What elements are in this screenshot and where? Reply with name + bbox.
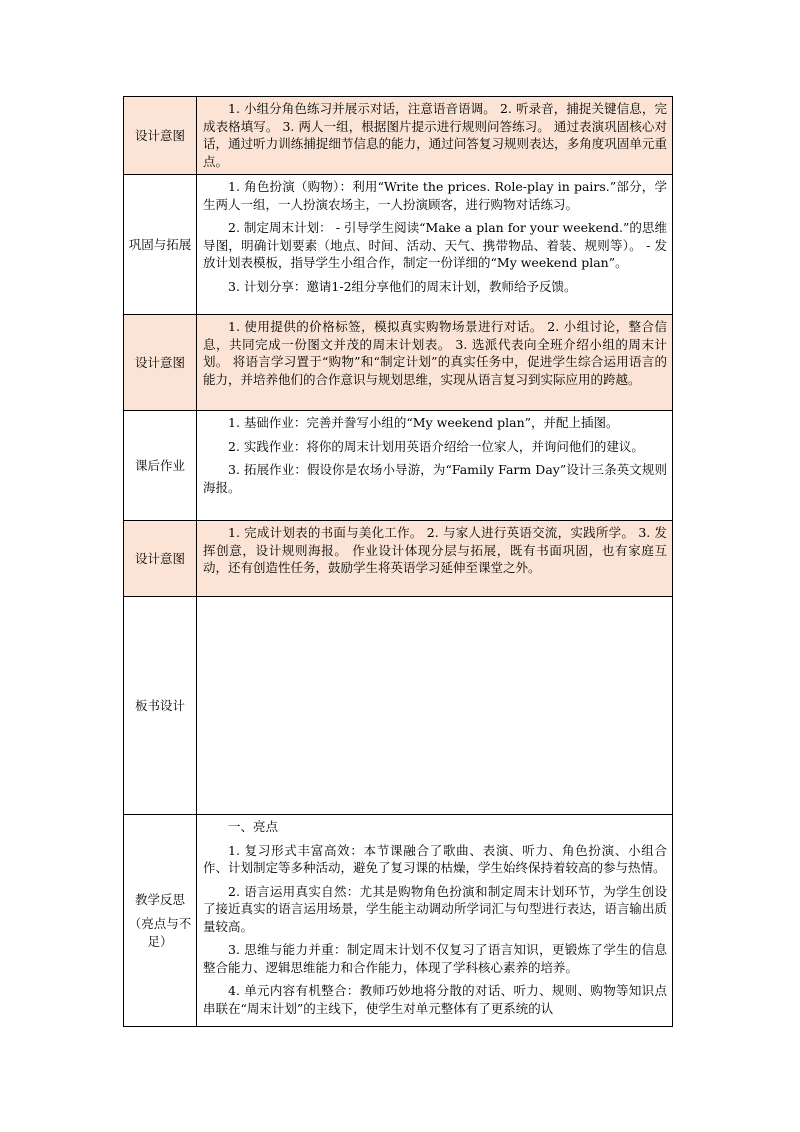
row-content (197, 315, 673, 411)
row-label: 板书设计 (124, 597, 197, 815)
paragraph: 2. 制定周末计划： - 引导学生阅读“Make a plan for your weekend.”的思维导图，明确计划要素（地点、时间、活动、天气、携带物品、着装、规则等）。 - 发放计划表模板，指导学生小组合作，制定一份详细的“My weekend plan”。 (203, 220, 667, 270)
row-content (197, 815, 673, 1027)
paragraph: 3. 计划分享：邀请1-2组分享他们的周末计划，教师给予反馈。 (228, 278, 577, 294)
paragraph: 一、亮点 (228, 819, 279, 834)
paragraph: 3. 拓展作业：假设你是农场小导游，为“Family Farm Day”设计三条英文规则海报。 (203, 462, 667, 495)
paragraph: 1. 使用提供的价格标签，模拟真实购物场景进行对话。 2. 小组讨论，整合信息，共同完成一份图文并茂的周末计划表。 3. 选派代表向全班介绍小组的周末计划。 将语言学习置于“购物”和“制定计划”的真实任务中，促进学生综合运用语言的能力，并培养他们的合作意识与规划思维，实现从语言复习到实际应用的跨越。 (203, 319, 667, 387)
paragraph: 1. 小组分角色练习并展示对话，注意语音语调。 2. 听录音，捕捉关键信息，完成表格填写。 3. 两人一组，根据图片提示进行规则问答练习。 通过表演巩固核心对话，通过听力训练捕捉细节信息的能力，通过问答复习规则表达，多角度巩固单元重点。 (203, 101, 667, 169)
lesson-plan-table (123, 96, 673, 1027)
paragraph: 4. 单元内容有机整合：教师巧妙地将分散的对话、听力、规则、购物等知识点串联在“周末计划”的主线下，使学生对单元整体有了更系统的认 (203, 983, 667, 1016)
paragraph: 1. 角色扮演（购物）：利用“Write the prices. Role-play in pairs.”部分，学生两人一组，一人扮演农场主，一人扮演顾客，进行购物对话练习。 (203, 179, 667, 212)
paragraph: 1. 完成计划表的书面与美化工作。 2. 与家人进行英语交流，实践所学。 3. 发挥创意，设计规则海报。 作业设计体现分层与拓展，既有书面巩固，也有家庭互动，还有创造性任务，鼓励学生将英语学习延伸至课堂之外。 (203, 525, 667, 575)
paragraph: 3. 思维与能力并重：制定周末计划不仅复习了语言知识，更锻炼了学生的信息整合能力、逻辑思维能力和合作能力，体现了学科核心素养的培养。 (203, 942, 667, 975)
row-sublabel: （亮点与不足） (128, 915, 192, 949)
row-content-empty (197, 597, 673, 815)
row-reflection (124, 815, 673, 1027)
row-design-intent-3 (124, 521, 673, 597)
paragraph: 2. 实践作业：将你的周末计划用英语介绍给一位家人，并询问他们的建议。 (228, 438, 644, 454)
row-content (197, 521, 673, 597)
paragraph: 1. 复习形式丰富高效：本节课融合了歌曲、表演、听力、角色扮演、小组合作、计划制定等多种活动，避免了复习课的枯燥，学生始终保持着较高的参与热情。 (203, 842, 667, 875)
row-content (197, 97, 673, 175)
row-label-reflection (124, 815, 197, 1027)
row-content (197, 411, 673, 521)
row-label: 设计意图 (124, 97, 197, 175)
row-board-design (124, 597, 673, 815)
row-label: 巩固与拓展 (124, 175, 197, 315)
row-label: 教学反思 (134, 891, 185, 907)
row-consolidation (124, 175, 673, 315)
row-label: 设计意图 (124, 315, 197, 411)
paragraph: 2. 语言运用真实自然：尤其是购物角色扮演和制定周末计划环节，为学生创设了接近真实的语言运用场景，学生能主动调动所学词汇与句型进行表达，语言输出质量较高。 (203, 883, 667, 934)
row-label: 设计意图 (124, 521, 197, 597)
row-design-intent-1 (124, 97, 673, 175)
row-homework (124, 411, 673, 521)
row-label: 课后作业 (124, 411, 197, 521)
lesson-plan-page (123, 96, 673, 1027)
paragraph: 1. 基础作业：完善并誊写小组的“My weekend plan”，并配上插图。 (228, 415, 619, 430)
row-content (197, 175, 673, 315)
row-design-intent-2 (124, 315, 673, 411)
